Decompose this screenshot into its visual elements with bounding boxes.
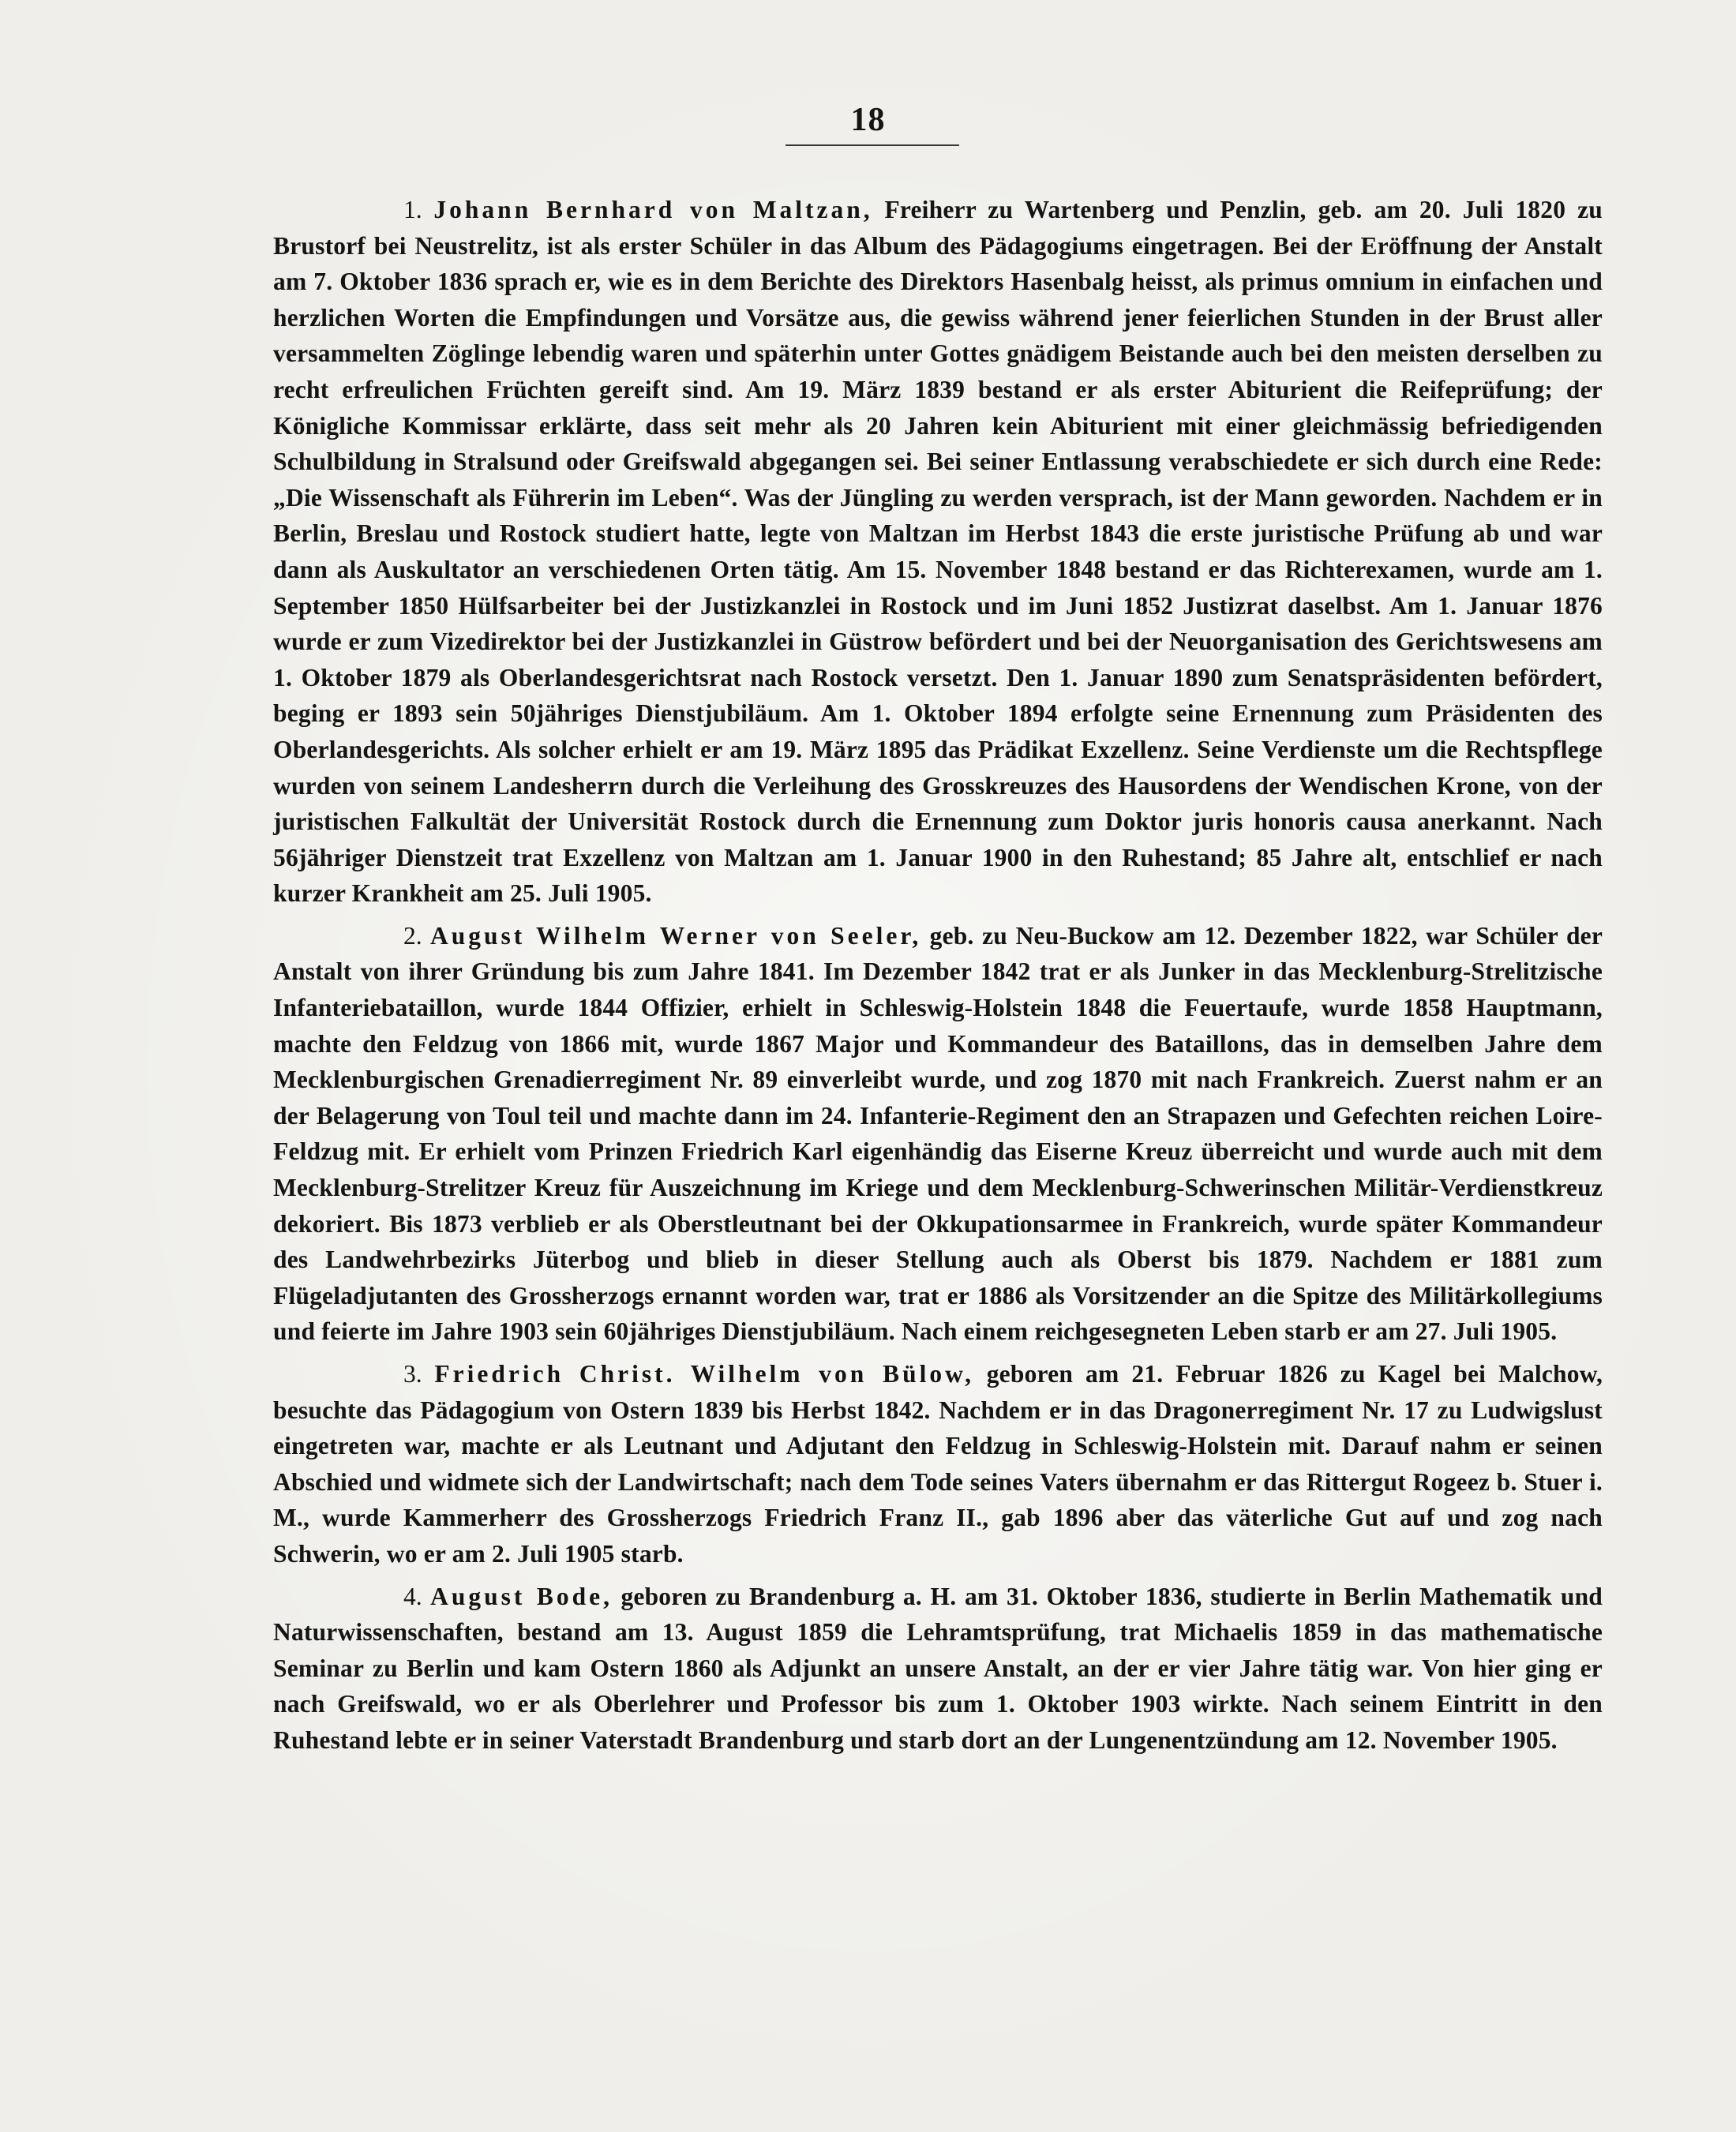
entry-person-name: August Wilhelm Werner von Seeler, — [429, 921, 922, 950]
obituary-list — [273, 192, 1603, 1765]
entry-number: 4. — [403, 1582, 422, 1610]
entry-text: geboren am 21. Februar 1826 zu Kagel bei Malchow, besuchte das Pädagogium von Ostern 1839 bis Herbst 1842. Nachdem er in das Dragonerregiment Nr. 17 zu Ludwigslust eingetreten war, machte er als Leutnant und Adjutant den Feldzug in Schleswig-Holstein mit. Darauf nahm er seinen Abschied und widmete sich der Landwirtschaft; nach dem Tode seines Vaters übernahm er das Rittergut Rogeez b. Stuer i. M., wurde Kammerherr des Grossherzogs Friedrich Franz II., gab 1896 aber das väterliche Gut auf und zog nach Schwerin, wo er am 2. Juli 1905 starb. — [273, 1360, 1603, 1568]
entry-bode — [273, 1579, 1603, 1759]
entry-person-name: Friedrich Christ. Wilhelm von Bülow, — [434, 1360, 974, 1388]
entry-maltzan — [273, 192, 1603, 912]
entry-number: 3. — [403, 1360, 422, 1388]
entry-person-name: August Bode, — [430, 1582, 613, 1610]
entry-text: geb. zu Neu-Buckow am 12. Dezember 1822, war Schüler der Anstalt von ihrer Gründung bis zum Jahre 1841. Im Dezember 1842 trat er als Junker in das Mecklenburg-Strelitzische Infanteriebataillon, wurde 1844 Offizier, erhielt in Schleswig-Holstein 1848 die Feuertaufe, wurde 1858 Hauptmann, machte den Feldzug von 1866 mit, wurde 1867 Major und Kommandeur des Bataillons, das in demselben Jahre dem Mecklenburgischen Grenadierregiment Nr. 89 einverleibt wurde, und zog 1870 mit nach Frankreich. Zuerst nahm er an der Belagerung von Toul teil und machte dann im 24. Infanterie-Regiment den an Strapazen und Gefechten reichen Loire-Feldzug mit. Er erhielt vom Prinzen Friedrich Karl eigenhändig das Eiserne Kreuz überreicht und wurde auch mit dem Mecklenburg-Strelitzer Kreuz für Auszeichnung im Kriege und dem Mecklenburg-Schwerinschen Militär-Verdienstkreuz dekoriert. Bis 1873 verblieb er als Oberstleutnant bei der Okkupationsarmee in Frankreich, wurde später Kommandeur des Landwehrbezirks Jüterbog und blieb in dieser Stellung auch als Oberst bis 1879. Nachdem er 1881 zum Flügeladjutanten des Grossherzogs ernannt worden war, trat er 1886 als Vorsitzender an die Spitze des Militärkollegiums und feierte im Jahre 1903 sein 60jähriges Dienstjubiläum. Nach einem reichgesegneten Leben starb er am 27. Juli 1905. — [273, 921, 1603, 1346]
entry-text: Freiherr zu Wartenberg und Penzlin, geb. am 20. Juli 1820 zu Brustorf bei Neustrelitz, ist als erster Schüler in das Album des Pädagogiums eingetragen. Bei der Eröffnung der Anstalt am 7. Oktober 1836 sprach er, wie es in dem Berichte des Direktors Hasenbalg heisst, als primus omnium in einfachen und herzlichen Worten die Empfindungen und Vorsätze aus, die gewiss während jener feierlichen Stunden in der Brust aller versammelten Zöglinge lebendig waren und späterhin unter Gottes gnädigem Beistande auch bei den meisten derselben zu recht erfreulichen Früchten gereift sind. Am 19. März 1839 bestand er als erster Abiturient die Reifeprüfung; der Königliche Kommissar erklärte, dass seit mehr als 20 Jahren kein Abiturient mit einer gleichmässig befriedigenden Schulbildung in Stralsund oder Greifswald abgegangen sei. Bei seiner Entlassung verabschiedete er sich durch eine Rede: „Die Wissenschaft als Führerin im Leben“. Was der Jüngling zu werden versprach, ist der Mann geworden. Nachdem er in Berlin, Breslau und Rostock studiert hatte, legte von Maltzan im Herbst 1843 die erste juristische Prüfung ab und war dann als Auskultator an verschiedenen Orten tätig. Am 15. November 1848 bestand er das Richterexamen, wurde am 1. September 1850 Hülfsarbeiter bei der Justizkanzlei in Rostock und im Juni 1852 Justizrat daselbst. Am 1. Januar 1876 wurde er zum Vizedirektor bei der Justizkanzlei in Güstrow befördert und bei der Neuorganisation des Gerichtswesens am 1. Oktober 1879 als Oberlandesgerichtsrat nach Rostock versetzt. Den 1. Januar 1890 zum Senatspräsidenten befördert, beging er 1893 sein 50jähriges Dienstjubiläum. Am 1. Oktober 1894 erfolgte seine Ernennung zum Präsidenten des Oberlandesgerichts. Als solcher erhielt er am 19. März 1895 das Prädikat Exzellenz. Seine Verdienste um die Rechtspflege wurden von seinem Landesherrn durch die Verleihung des Grosskreuzes des Hausordens der Wendischen Krone, von der juristischen Falkultät der Universität Rostock durch die Ernennung zum Doktor juris honoris causa anerkannt. Nach 56jähriger Dienstzeit trat Exzellenz von Maltzan am 1. Januar 1900 in den Ruhestand; 85 Jahre alt, entschlief er nach kurzer Krankheit am 25. Juli 1905. — [273, 196, 1603, 908]
entry-number: 2. — [403, 921, 422, 950]
entry-number: 1. — [403, 196, 422, 223]
entry-person-name: Johann Bernhard von Maltzan, — [433, 196, 873, 223]
entry-seeler — [273, 918, 1603, 1350]
page-number: 18 — [850, 102, 886, 138]
page-number-rule — [786, 144, 959, 146]
entry-text: geboren zu Brandenburg a. H. am 31. Oktober 1836, studierte in Berlin Mathematik und Naturwissenschaften, bestand am 13. August 1859 die Lehramtsprüfung, trat Michaelis 1859 in das mathematische Seminar zu Berlin und kam Ostern 1860 als Adjunkt an unsere Anstalt, an der er vier Jahre tätig war. Von hier ging er nach Greifswald, wo er als Oberlehrer und Professor bis zum 1. Oktober 1903 wirkte. Nach seinem Eintritt in den Ruhestand lebte er in seiner Vaterstadt Brandenburg und starb dort an der Lungenentzündung am 12. November 1905. — [273, 1582, 1603, 1754]
entry-buelow — [273, 1356, 1603, 1572]
